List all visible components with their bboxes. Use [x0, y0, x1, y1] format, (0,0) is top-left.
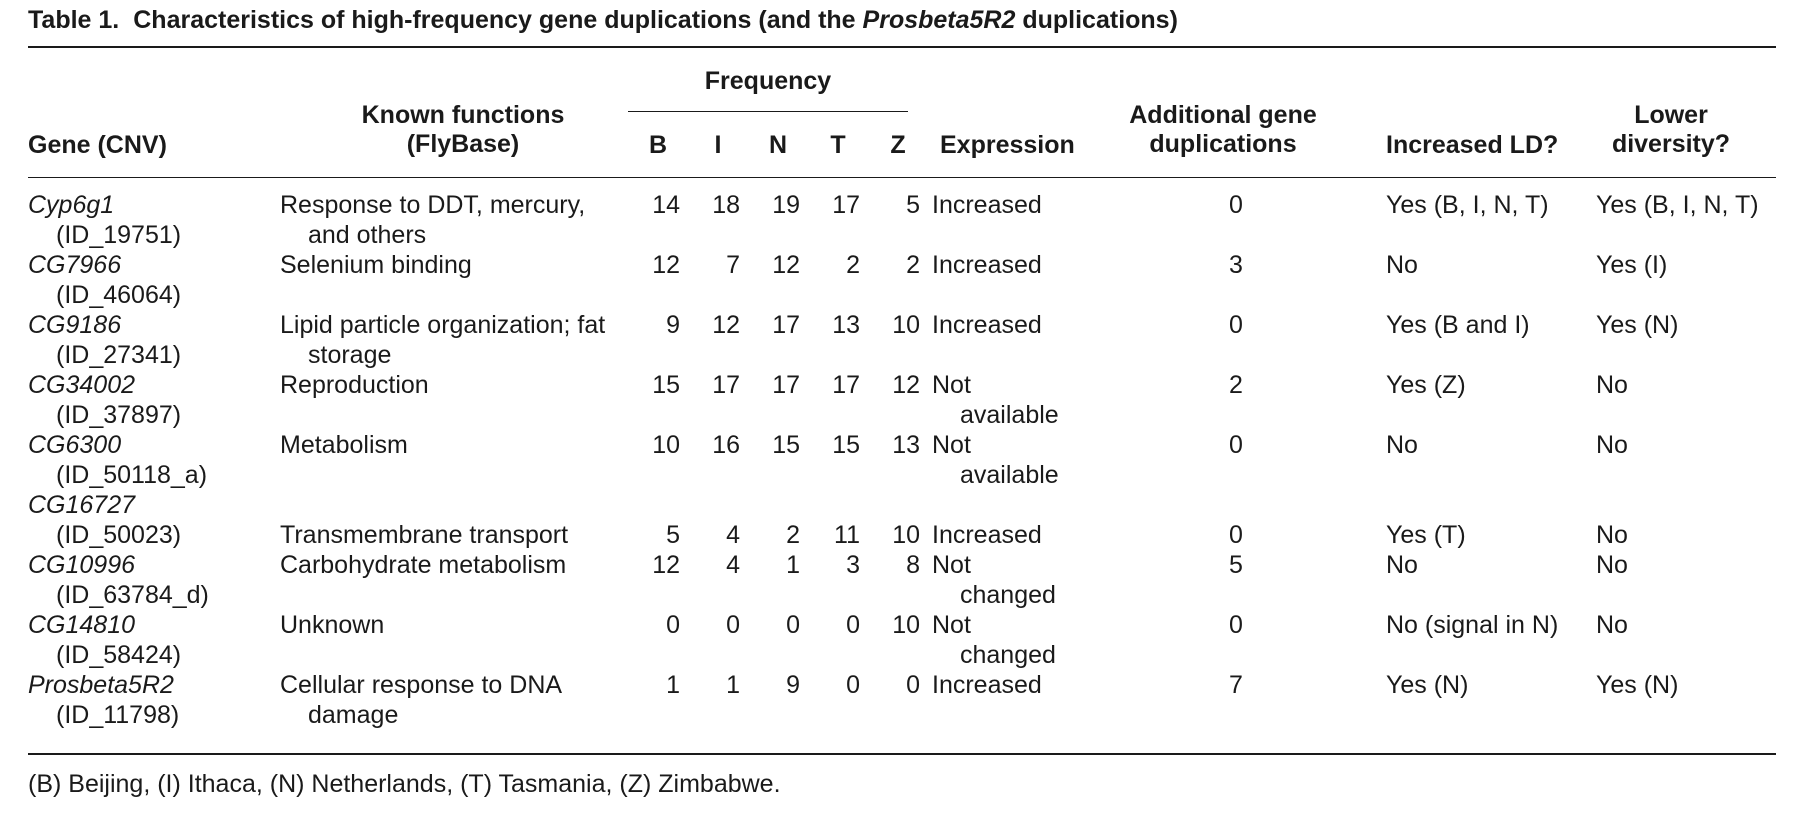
gene-name: CG14810: [28, 611, 136, 639]
top-rule: [28, 46, 1776, 48]
freq-b-cell: 10: [652, 431, 680, 459]
ld-cell: Yes (N): [1386, 671, 1469, 699]
ld-cell: Yes (T): [1386, 521, 1466, 549]
table-row: [28, 310, 1776, 370]
freq-n-cell: 1: [786, 551, 800, 579]
freq-i-cell: 7: [726, 251, 740, 279]
freq-i-cell: 18: [712, 191, 740, 219]
freq-t-cell: 3: [846, 551, 860, 579]
header-functions: [268, 101, 658, 159]
expression-cell: Increased: [932, 191, 1042, 219]
freq-n-cell: 15: [772, 431, 800, 459]
diversity-cell: Yes (I): [1596, 251, 1668, 279]
ld-cell: No: [1386, 551, 1418, 579]
caption-text-before: Characteristics of high-frequency gene duplications (and the: [133, 6, 863, 34]
freq-n-cell: 17: [772, 311, 800, 339]
gene-name: CG34002: [28, 371, 136, 399]
freq-n-cell: 17: [772, 371, 800, 399]
ld-cell: Yes (Z): [1386, 371, 1466, 399]
cnv-id: (ID_19751): [56, 221, 182, 249]
freq-z-cell: 13: [892, 431, 920, 459]
gene-name: CG10996: [28, 551, 136, 579]
header-freq-n: N: [768, 131, 788, 159]
gene-name: CG6300: [28, 431, 122, 459]
additional-cell: 0: [1229, 611, 1243, 639]
table-row: [28, 430, 1776, 490]
data-table: [28, 190, 1776, 730]
ld-cell: No: [1386, 431, 1418, 459]
expression-cell: Increased: [932, 251, 1042, 279]
gene-name: CG7966: [28, 251, 122, 279]
freq-t-cell: 13: [832, 311, 860, 339]
freq-t-cell: 2: [846, 251, 860, 279]
table-row: [28, 370, 1776, 430]
header-freq-z: Z: [890, 131, 906, 159]
header-additional: [1118, 101, 1328, 159]
expression-cell: Increased: [932, 671, 1042, 699]
gene-cell: [28, 310, 280, 370]
freq-n-cell: 0: [786, 611, 800, 639]
freq-z-cell: 10: [892, 311, 920, 339]
cnv-id: (ID_27341): [56, 341, 182, 369]
freq-t-cell: 11: [834, 521, 860, 549]
function-cell: Lipid particle organization; fat storage: [280, 311, 606, 369]
gene-cell: [28, 670, 280, 730]
expression-cell: Not available: [932, 431, 1059, 489]
cnv-id: (ID_37897): [56, 401, 182, 429]
gene-name: CG9186: [28, 311, 122, 339]
freq-i-cell: 17: [712, 371, 740, 399]
freq-t-cell: 17: [832, 191, 860, 219]
additional-cell: 0: [1229, 311, 1243, 339]
diversity-cell: Yes (N): [1596, 311, 1679, 339]
cnv-id: (ID_58424): [56, 641, 182, 669]
freq-z-cell: 8: [906, 551, 920, 579]
function-cell: Transmembrane transport: [280, 521, 569, 549]
diversity-cell: Yes (N): [1596, 671, 1679, 699]
function-cell: Cellular response to DNA damage: [280, 671, 561, 729]
freq-i-cell: 4: [726, 521, 740, 549]
header-diversity-line1: Lower: [1634, 101, 1708, 129]
expression-cell: Increased: [932, 311, 1042, 339]
freq-t-cell: 15: [832, 431, 860, 459]
freq-b-cell: 15: [652, 371, 680, 399]
freq-z-cell: 10: [892, 611, 920, 639]
table-caption: [28, 6, 1178, 35]
cnv-id: (ID_50118_a): [56, 461, 208, 489]
function-cell: Reproduction: [280, 371, 429, 399]
table-row: [28, 490, 1776, 550]
header-functions-line2: (FlyBase): [406, 130, 520, 158]
caption-text-after: duplications): [1015, 6, 1178, 34]
ld-cell: Yes (B and I): [1386, 311, 1530, 339]
freq-z-cell: 5: [906, 191, 920, 219]
gene-name: Prosbeta5R2: [28, 671, 174, 699]
frequency-rule: [628, 111, 908, 112]
diversity-cell: No: [1596, 521, 1628, 549]
expression-cell: Not changed: [932, 611, 1056, 669]
freq-i-cell: 16: [712, 431, 740, 459]
diversity-cell: No: [1596, 431, 1628, 459]
diversity-cell: No: [1596, 611, 1628, 639]
header-gene: Gene (CNV): [28, 131, 167, 159]
cnv-id: (ID_50023): [56, 521, 182, 549]
header-diversity-line2: diversity?: [1611, 130, 1731, 158]
gene-cell: [28, 490, 280, 550]
function-cell: Selenium binding: [280, 251, 472, 279]
header-frequency: Frequency: [704, 67, 832, 95]
function-cell: Response to DDT, mercury, and others: [280, 191, 586, 249]
function-cell: Unknown: [280, 611, 385, 639]
gene-cell: [28, 550, 280, 610]
freq-z-cell: 12: [892, 371, 920, 399]
freq-b-cell: 1: [666, 671, 680, 699]
header-additional-line2: duplications: [1149, 130, 1297, 158]
expression-cell: Not available: [932, 371, 1059, 429]
header-freq-b: B: [648, 131, 668, 159]
additional-cell: 3: [1229, 251, 1243, 279]
bottom-rule: [28, 753, 1776, 755]
function-cell: Metabolism: [280, 431, 408, 459]
table-footnote: (B) Beijing, (I) Ithaca, (N) Netherlands, (T) Tasmania, (Z) Zimbabwe.: [28, 770, 781, 798]
freq-n-cell: 2: [786, 521, 800, 549]
table-label: Table 1.: [28, 6, 120, 34]
additional-cell: 2: [1229, 371, 1243, 399]
expression-cell: Increased: [932, 521, 1042, 549]
table-row: [28, 190, 1776, 250]
freq-b-cell: 12: [652, 251, 680, 279]
header-rule: [28, 177, 1776, 178]
table-row: [28, 250, 1776, 310]
freq-z-cell: 10: [892, 521, 920, 549]
freq-b-cell: 5: [666, 521, 680, 549]
gene-name: Cyp6g1: [28, 191, 115, 219]
diversity-cell: Yes (B, I, N, T): [1596, 191, 1759, 219]
cnv-id: (ID_63784_d): [56, 581, 209, 609]
diversity-cell: No: [1596, 371, 1628, 399]
cnv-id: (ID_46064): [56, 281, 182, 309]
function-cell: Carbohydrate metabolism: [280, 551, 567, 579]
freq-z-cell: 2: [906, 251, 920, 279]
ld-cell: No (signal in N): [1386, 611, 1559, 639]
gene-cell: [28, 250, 280, 310]
freq-z-cell: 0: [906, 671, 920, 699]
ld-cell: No: [1386, 251, 1418, 279]
freq-t-cell: 17: [832, 371, 860, 399]
header-increased-ld: Increased LD?: [1386, 131, 1559, 159]
gene-cell: [28, 190, 280, 250]
diversity-cell: No: [1596, 551, 1628, 579]
header-freq-i: I: [714, 131, 722, 159]
freq-i-cell: 0: [726, 611, 740, 639]
header-freq-t: T: [830, 131, 846, 159]
table-row: [28, 670, 1776, 730]
additional-cell: 0: [1229, 191, 1243, 219]
expression-cell: Not changed: [932, 551, 1056, 609]
gene-cell: [28, 610, 280, 670]
header-expression: Expression: [940, 131, 1075, 159]
gene-cell: [28, 430, 280, 490]
freq-n-cell: 12: [772, 251, 800, 279]
freq-i-cell: 4: [726, 551, 740, 579]
freq-b-cell: 9: [666, 311, 680, 339]
freq-t-cell: 0: [846, 611, 860, 639]
header-lower-diversity: [1576, 101, 1766, 159]
caption-text-italic: Prosbeta5R2: [862, 6, 1016, 34]
freq-i-cell: 1: [726, 671, 740, 699]
header-functions-line1: Known functions: [361, 101, 565, 129]
freq-t-cell: 0: [846, 671, 860, 699]
freq-b-cell: 14: [652, 191, 680, 219]
additional-cell: 0: [1229, 431, 1243, 459]
additional-cell: 7: [1229, 671, 1243, 699]
freq-i-cell: 12: [712, 311, 740, 339]
freq-n-cell: 19: [772, 191, 800, 219]
ld-cell: Yes (B, I, N, T): [1386, 191, 1549, 219]
gene-cell: [28, 370, 280, 430]
cnv-id: (ID_11798): [56, 701, 180, 729]
freq-n-cell: 9: [786, 671, 800, 699]
freq-b-cell: 12: [652, 551, 680, 579]
additional-cell: 5: [1229, 551, 1243, 579]
table-row: [28, 610, 1776, 670]
gene-name: CG16727: [28, 491, 136, 519]
table-row: [28, 550, 1776, 610]
additional-cell: 0: [1229, 521, 1243, 549]
freq-b-cell: 0: [666, 611, 680, 639]
header-additional-line1: Additional gene: [1129, 101, 1317, 129]
